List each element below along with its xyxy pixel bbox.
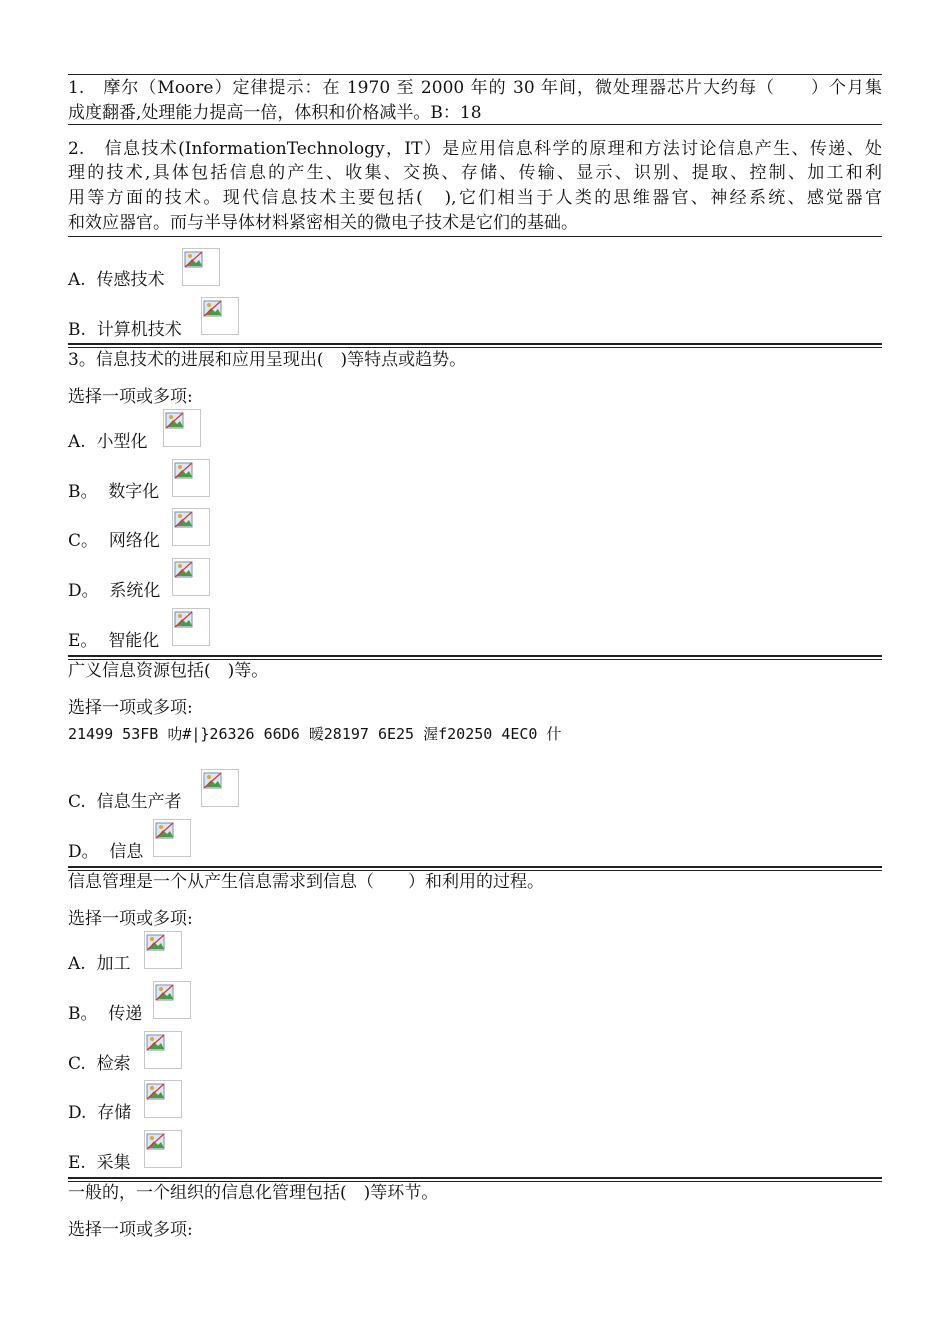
section-double-rule (68, 866, 882, 868)
broken-image-icon (144, 931, 182, 969)
q4-garbled-text: 21499 53FB 叻#|}26326 66D6 暧28197 6E25 渥f20250 4EC0 什 (68, 725, 562, 743)
section-rule (68, 124, 882, 125)
q3-option-a[interactable]: A. 小型化 (68, 432, 148, 452)
q5-option-e[interactable]: E. 采集 (68, 1153, 131, 1173)
broken-image-icon (163, 409, 201, 447)
q3-option-c[interactable]: C。 网络化 (68, 531, 160, 551)
q4-stem: 广义信息资源包括( )等。 (68, 661, 269, 681)
section-double-rule (68, 343, 882, 345)
q3-option-b[interactable]: B。 数字化 (68, 482, 160, 502)
q2-text-line-1: 2. 信息技术(InformationTechnology，IT）是应用信息科学的原理和方法讨论信息产生、传递、处 (68, 139, 882, 159)
broken-image-icon (144, 1130, 182, 1168)
broken-image-icon (172, 459, 210, 497)
broken-image-icon (153, 819, 191, 857)
q2-text-line-4: 和效应器官。而与半导体材料紧密相关的微电子技术是它们的基础。 (68, 213, 578, 233)
section-rule (68, 236, 882, 237)
q2-text-line-2: 理的技术,具体包括信息的产生、收集、交换、存储、传输、显示、识别、提取、控制、加工和利 (68, 163, 882, 183)
q2-option-a[interactable]: A. 传感技术 (68, 270, 165, 290)
q4-option-d[interactable]: D。 信息 (68, 842, 144, 862)
q3-stem: 3。信息技术的进展和应用呈现出( )等特点或趋势。 (68, 350, 467, 370)
q4-prompt: 选择一项或多项: (68, 698, 193, 718)
broken-image-icon (144, 1080, 182, 1118)
q6-stem: 一般的，一个组织的信息化管理包括( )等环节。 (68, 1183, 439, 1203)
broken-image-icon (144, 1031, 182, 1069)
section-double-rule (68, 655, 882, 657)
q1-text-line-2: 成度翻番,处理能力提高一倍，体积和价格减半。B：18 (68, 103, 482, 123)
broken-image-icon (201, 769, 239, 807)
q3-option-d[interactable]: D。 系统化 (68, 581, 161, 601)
q5-option-d[interactable]: D. 存储 (68, 1103, 132, 1123)
q1-text-line-1: 1. 摩尔（Moore）定律提示：在 1970 至 2000 年的 30 年间，微处理器芯片大约每（ ）个月集 (68, 78, 882, 98)
q2-text-line-3: 用等方面的技术。现代信息技术主要包括( ),它们相当于人类的思维器官、神经系统、感觉器官 (68, 188, 882, 208)
broken-image-icon (172, 608, 210, 646)
q6-prompt: 选择一项或多项: (68, 1220, 193, 1240)
broken-image-icon (153, 981, 191, 1019)
q5-stem: 信息管理是一个从产生信息需求到信息（ ）和利用的过程。 (68, 872, 544, 892)
broken-image-icon (182, 248, 220, 286)
q5-option-a[interactable]: A. 加工 (68, 954, 131, 974)
q5-prompt: 选择一项或多项: (68, 909, 193, 929)
q3-prompt: 选择一项或多项: (68, 387, 193, 407)
broken-image-icon (172, 508, 210, 546)
q5-option-c[interactable]: C. 检索 (68, 1054, 131, 1074)
top-rule (68, 74, 882, 75)
q3-option-e[interactable]: E。 智能化 (68, 631, 160, 651)
q5-option-b[interactable]: B。 传递 (68, 1004, 143, 1024)
section-double-rule (68, 1177, 882, 1179)
broken-image-icon (201, 297, 239, 335)
broken-image-icon (172, 558, 210, 596)
q4-option-c[interactable]: C. 信息生产者 (68, 792, 182, 812)
q2-option-b[interactable]: B. 计算机技术 (68, 320, 182, 340)
